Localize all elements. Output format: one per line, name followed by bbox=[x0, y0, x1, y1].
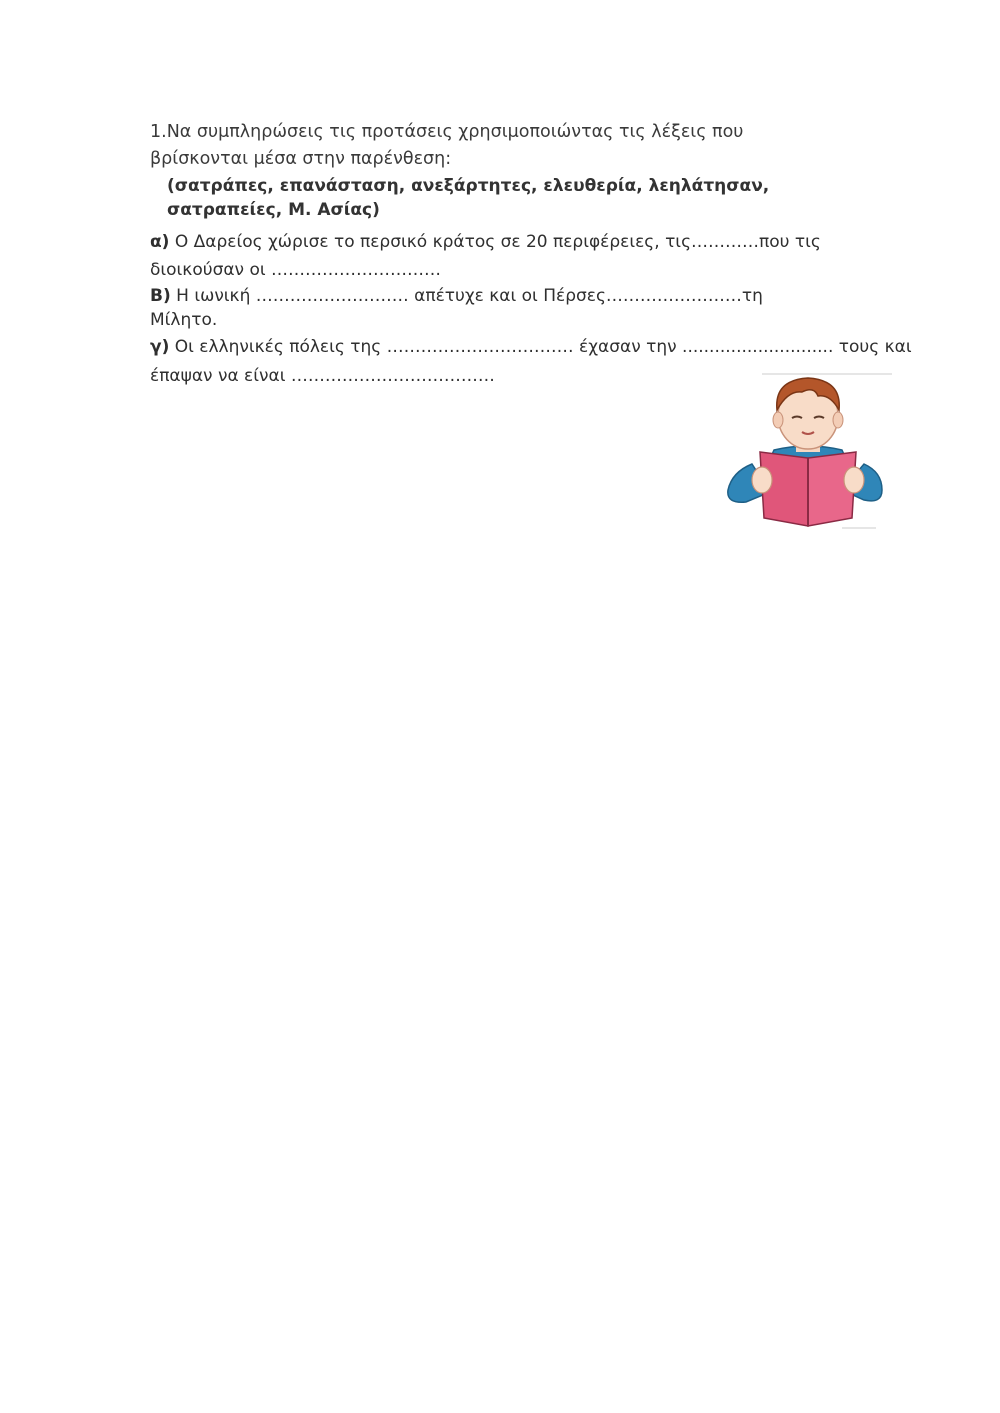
item-a-line-1 bbox=[150, 232, 821, 252]
item-b-line-1 bbox=[150, 286, 763, 306]
question-title-line-1: 1.Να συμπληρώσεις τις προτάσεις χρησιμοποιώντας τις λέξεις που bbox=[150, 122, 744, 142]
word-bank bbox=[167, 174, 867, 222]
word-bank-line-1: (σατράπες, επανάσταση, ανεξάρτητες, ελευθερία, λεηλάτησαν, bbox=[167, 176, 770, 196]
item-b-line-2: Μίλητο. bbox=[150, 310, 218, 330]
item-a-label: α) bbox=[150, 232, 170, 252]
item-b-text: Η ιωνική ……………………… απέτυχε και οι Πέρσες……………………τη bbox=[170, 286, 763, 306]
item-c-line-2: έπαψαν να είναι ……………………………… bbox=[150, 366, 495, 386]
item-c-line-1 bbox=[150, 337, 912, 357]
word-bank-line-2: σατραπείες, Μ. Ασίας) bbox=[167, 200, 380, 220]
boy-reading-book-icon bbox=[722, 372, 894, 530]
item-c-text: Οι ελληνικές πόλεις της …………………………… έχασαν την ............................ τους και bbox=[169, 337, 912, 357]
question-title-line-2: βρίσκονται μέσα στην παρένθεση: bbox=[150, 149, 452, 169]
item-a-line-2: διοικούσαν οι ………………………… bbox=[150, 260, 442, 280]
question-title bbox=[150, 119, 850, 173]
item-c-label: γ) bbox=[150, 337, 170, 357]
item-b-label: Β) bbox=[150, 286, 171, 306]
item-a-text: Ο Δαρείος χώρισε το περσικό κράτος σε 20 περιφέρειες, τις…………που τις bbox=[169, 232, 821, 252]
